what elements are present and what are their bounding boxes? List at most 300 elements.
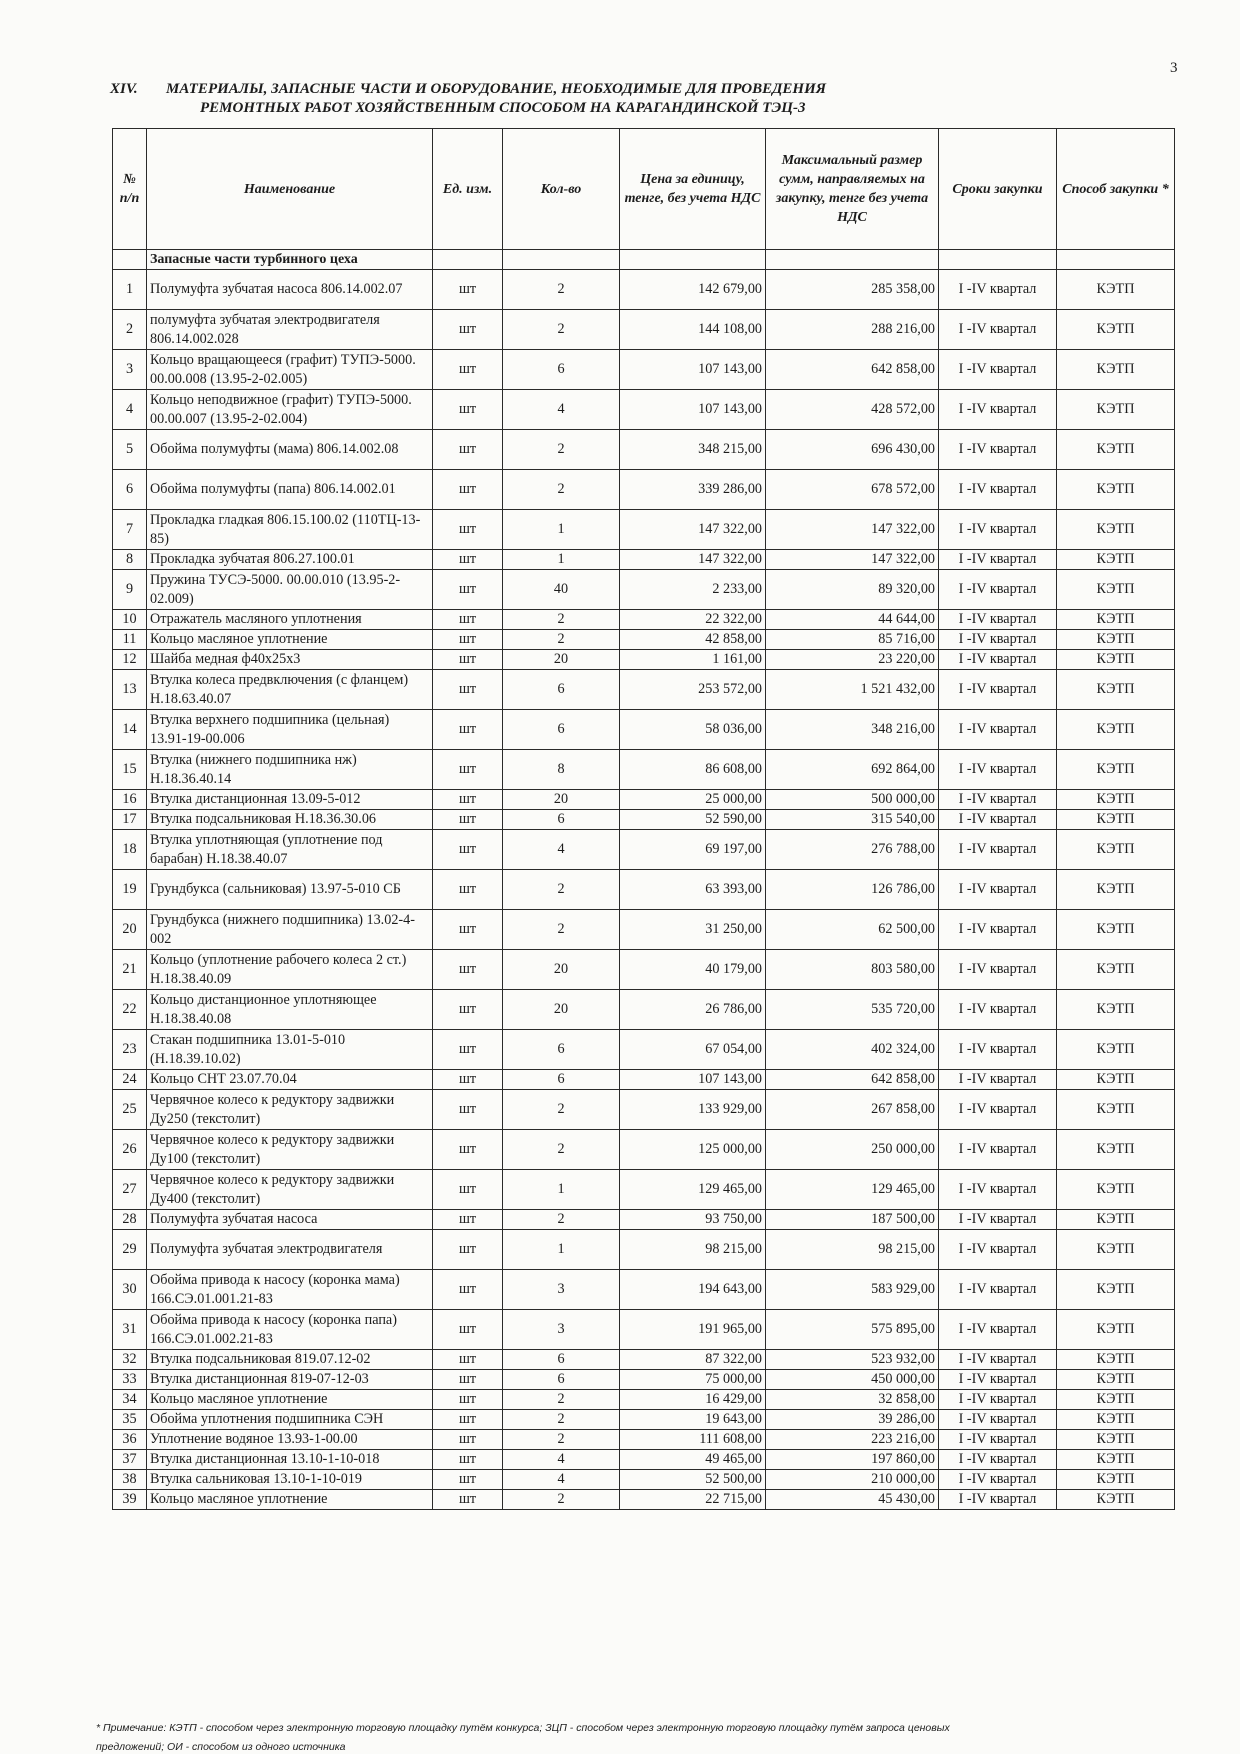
- quantity-cell: 4: [503, 1450, 620, 1470]
- table-row: [113, 950, 1175, 990]
- page-number: 3: [1170, 60, 1178, 76]
- quantity-cell: 2: [503, 270, 620, 310]
- table-row: [113, 390, 1175, 430]
- quantity-cell: 1: [503, 550, 620, 570]
- row-number-cell: 30: [113, 1270, 147, 1310]
- procurement-method-cell: КЭТП: [1057, 1270, 1175, 1310]
- section-cell-empty: [433, 250, 503, 270]
- unit-price-cell: 144 108,00: [620, 310, 766, 350]
- item-name-cell: Пружина ТУСЭ-5000. 00.00.010 (13.95-2-02.009): [147, 570, 433, 610]
- unit-price-cell: 129 465,00: [620, 1170, 766, 1210]
- unit-cell: шт: [433, 910, 503, 950]
- max-sum-cell: 1 521 432,00: [766, 670, 939, 710]
- item-name-cell: полумуфта зубчатая электродвигателя 806.14.002.028: [147, 310, 433, 350]
- document-title: [110, 80, 1010, 118]
- procurement-terms-cell: I -IV квартал: [939, 430, 1057, 470]
- unit-cell: шт: [433, 510, 503, 550]
- procurement-terms-cell: I -IV квартал: [939, 790, 1057, 810]
- item-name-cell: Червячное колесо к редуктору задвижки Ду400 (текстолит): [147, 1170, 433, 1210]
- max-sum-cell: 450 000,00: [766, 1370, 939, 1390]
- procurement-method-cell: КЭТП: [1057, 270, 1175, 310]
- table-row: [113, 670, 1175, 710]
- quantity-cell: 6: [503, 1030, 620, 1070]
- unit-cell: шт: [433, 750, 503, 790]
- row-number-cell: 26: [113, 1130, 147, 1170]
- procurement-method-cell: КЭТП: [1057, 570, 1175, 610]
- section-cell-empty: [766, 250, 939, 270]
- max-sum-cell: 23 220,00: [766, 650, 939, 670]
- max-sum-cell: 197 860,00: [766, 1450, 939, 1470]
- item-name-cell: Втулка подсальниковая 819.07.12-02: [147, 1350, 433, 1370]
- unit-cell: шт: [433, 650, 503, 670]
- table-row: [113, 810, 1175, 830]
- unit-price-cell: 194 643,00: [620, 1270, 766, 1310]
- row-number-cell: 35: [113, 1410, 147, 1430]
- procurement-method-cell: КЭТП: [1057, 510, 1175, 550]
- table-row: [113, 790, 1175, 810]
- row-number-cell: 36: [113, 1430, 147, 1450]
- unit-cell: шт: [433, 430, 503, 470]
- procurement-method-cell: КЭТП: [1057, 1450, 1175, 1470]
- table-row: [113, 830, 1175, 870]
- unit-price-cell: 147 322,00: [620, 510, 766, 550]
- max-sum-cell: 210 000,00: [766, 1470, 939, 1490]
- unit-cell: шт: [433, 1230, 503, 1270]
- title-text-1: МАТЕРИАЛЫ, ЗАПАСНЫЕ ЧАСТИ И ОБОРУДОВАНИЕ, НЕОБХОДИМЫЕ ДЛЯ ПРОВЕДЕНИЯ: [166, 81, 827, 97]
- table-row: [113, 350, 1175, 390]
- procurement-terms-cell: I -IV квартал: [939, 650, 1057, 670]
- unit-price-cell: 191 965,00: [620, 1310, 766, 1350]
- item-name-cell: Кольцо масляное уплотнение: [147, 1490, 433, 1510]
- row-number-cell: 22: [113, 990, 147, 1030]
- procurement-method-cell: КЭТП: [1057, 430, 1175, 470]
- unit-price-cell: 16 429,00: [620, 1390, 766, 1410]
- quantity-cell: 1: [503, 1230, 620, 1270]
- table-row: [113, 1450, 1175, 1470]
- max-sum-cell: 696 430,00: [766, 430, 939, 470]
- max-sum-cell: 500 000,00: [766, 790, 939, 810]
- row-number-cell: 12: [113, 650, 147, 670]
- row-number-cell: 28: [113, 1210, 147, 1230]
- max-sum-cell: 803 580,00: [766, 950, 939, 990]
- unit-price-cell: 147 322,00: [620, 550, 766, 570]
- quantity-cell: 1: [503, 1170, 620, 1210]
- row-number-cell: 7: [113, 510, 147, 550]
- procurement-method-cell: КЭТП: [1057, 1410, 1175, 1430]
- row-number-cell: 11: [113, 630, 147, 650]
- max-sum-cell: 575 895,00: [766, 1310, 939, 1350]
- unit-price-cell: 125 000,00: [620, 1130, 766, 1170]
- quantity-cell: 6: [503, 810, 620, 830]
- unit-price-cell: 22 715,00: [620, 1490, 766, 1510]
- procurement-terms-cell: I -IV квартал: [939, 1490, 1057, 1510]
- table-row: [113, 310, 1175, 350]
- row-number-cell: 32: [113, 1350, 147, 1370]
- procurement-terms-cell: I -IV квартал: [939, 1130, 1057, 1170]
- unit-cell: шт: [433, 550, 503, 570]
- quantity-cell: 4: [503, 390, 620, 430]
- header-num: № п/п: [113, 129, 147, 250]
- quantity-cell: 2: [503, 870, 620, 910]
- item-name-cell: Кольцо дистанционное уплотняющее Н.18.38.40.08: [147, 990, 433, 1030]
- unit-cell: шт: [433, 1410, 503, 1430]
- row-number-cell: 17: [113, 810, 147, 830]
- unit-price-cell: 93 750,00: [620, 1210, 766, 1230]
- item-name-cell: Обойма полумуфты (папа) 806.14.002.01: [147, 470, 433, 510]
- max-sum-cell: 428 572,00: [766, 390, 939, 430]
- row-number-cell: 2: [113, 310, 147, 350]
- procurement-table: [112, 128, 1175, 1510]
- row-number-cell: 34: [113, 1390, 147, 1410]
- procurement-method-cell: КЭТП: [1057, 790, 1175, 810]
- unit-price-cell: 69 197,00: [620, 830, 766, 870]
- footnote-line-2: предложений; ОИ - способом из одного источника: [96, 1741, 346, 1753]
- quantity-cell: 6: [503, 350, 620, 390]
- quantity-cell: 2: [503, 430, 620, 470]
- table-header-row: [113, 129, 1175, 250]
- unit-price-cell: 40 179,00: [620, 950, 766, 990]
- unit-cell: шт: [433, 870, 503, 910]
- procurement-terms-cell: I -IV квартал: [939, 1370, 1057, 1390]
- row-number-cell: 10: [113, 610, 147, 630]
- unit-cell: шт: [433, 570, 503, 610]
- procurement-method-cell: КЭТП: [1057, 1350, 1175, 1370]
- unit-cell: шт: [433, 610, 503, 630]
- section-cell-empty: [1057, 250, 1175, 270]
- max-sum-cell: 692 864,00: [766, 750, 939, 790]
- quantity-cell: 1: [503, 510, 620, 550]
- procurement-terms-cell: I -IV квартал: [939, 910, 1057, 950]
- procurement-method-cell: КЭТП: [1057, 1130, 1175, 1170]
- unit-price-cell: 111 608,00: [620, 1430, 766, 1450]
- quantity-cell: 4: [503, 830, 620, 870]
- quantity-cell: 2: [503, 1490, 620, 1510]
- row-number-cell: 27: [113, 1170, 147, 1210]
- table-row: [113, 1430, 1175, 1450]
- row-number-cell: 31: [113, 1310, 147, 1350]
- quantity-cell: 2: [503, 1430, 620, 1450]
- max-sum-cell: 32 858,00: [766, 1390, 939, 1410]
- item-name-cell: Кольцо масляное уплотнение: [147, 1390, 433, 1410]
- unit-cell: шт: [433, 1090, 503, 1130]
- max-sum-cell: 45 430,00: [766, 1490, 939, 1510]
- procurement-method-cell: КЭТП: [1057, 1310, 1175, 1350]
- item-name-cell: Кольцо СНТ 23.07.70.04: [147, 1070, 433, 1090]
- table-row: [113, 710, 1175, 750]
- section-cell-empty: [503, 250, 620, 270]
- row-number-cell: 6: [113, 470, 147, 510]
- procurement-terms-cell: I -IV квартал: [939, 610, 1057, 630]
- max-sum-cell: 535 720,00: [766, 990, 939, 1030]
- procurement-method-cell: КЭТП: [1057, 1390, 1175, 1410]
- procurement-terms-cell: I -IV квартал: [939, 570, 1057, 610]
- unit-price-cell: 87 322,00: [620, 1350, 766, 1370]
- procurement-terms-cell: I -IV квартал: [939, 1410, 1057, 1430]
- table-row: [113, 430, 1175, 470]
- footnote-line-1: * Примечание: КЭТП - способом через электронную торговую площадку путём конкурса; ЗЦП - способом через электронную торговую площадку путём запроса ценовых: [96, 1722, 950, 1734]
- procurement-method-cell: КЭТП: [1057, 310, 1175, 350]
- max-sum-cell: 642 858,00: [766, 1070, 939, 1090]
- item-name-cell: Обойма привода к насосу (коронка мама) 166.СЭ.01.001.21-83: [147, 1270, 433, 1310]
- procurement-method-cell: КЭТП: [1057, 1430, 1175, 1450]
- quantity-cell: 2: [503, 610, 620, 630]
- unit-cell: шт: [433, 990, 503, 1030]
- unit-cell: шт: [433, 1210, 503, 1230]
- item-name-cell: Прокладка зубчатая 806.27.100.01: [147, 550, 433, 570]
- unit-cell: шт: [433, 1430, 503, 1450]
- procurement-terms-cell: I -IV квартал: [939, 950, 1057, 990]
- quantity-cell: 6: [503, 670, 620, 710]
- table-row: [113, 750, 1175, 790]
- item-name-cell: Прокладка гладкая 806.15.100.02 (110ТЦ-13-85): [147, 510, 433, 550]
- quantity-cell: 6: [503, 710, 620, 750]
- unit-price-cell: 348 215,00: [620, 430, 766, 470]
- unit-price-cell: 49 465,00: [620, 1450, 766, 1470]
- row-number-cell: 21: [113, 950, 147, 990]
- max-sum-cell: 642 858,00: [766, 350, 939, 390]
- unit-price-cell: 31 250,00: [620, 910, 766, 950]
- unit-cell: шт: [433, 390, 503, 430]
- procurement-terms-cell: I -IV квартал: [939, 270, 1057, 310]
- table-row: [113, 570, 1175, 610]
- quantity-cell: 2: [503, 1410, 620, 1430]
- max-sum-cell: 583 929,00: [766, 1270, 939, 1310]
- procurement-method-cell: КЭТП: [1057, 990, 1175, 1030]
- quantity-cell: 6: [503, 1370, 620, 1390]
- max-sum-cell: 678 572,00: [766, 470, 939, 510]
- quantity-cell: 20: [503, 950, 620, 990]
- table-row: [113, 910, 1175, 950]
- unit-cell: шт: [433, 950, 503, 990]
- table-row: [113, 630, 1175, 650]
- unit-cell: шт: [433, 1350, 503, 1370]
- row-number-cell: 18: [113, 830, 147, 870]
- table-row: [113, 610, 1175, 630]
- unit-price-cell: 25 000,00: [620, 790, 766, 810]
- section-row: [113, 250, 1175, 270]
- header-method: Способ закупки *: [1057, 129, 1175, 250]
- item-name-cell: Шайба медная ф40х25х3: [147, 650, 433, 670]
- procurement-terms-cell: I -IV квартал: [939, 810, 1057, 830]
- procurement-terms-cell: I -IV квартал: [939, 350, 1057, 390]
- header-name: Наименование: [147, 129, 433, 250]
- procurement-method-cell: КЭТП: [1057, 670, 1175, 710]
- item-name-cell: Втулка дистанционная 819-07-12-03: [147, 1370, 433, 1390]
- unit-price-cell: 22 322,00: [620, 610, 766, 630]
- procurement-terms-cell: I -IV квартал: [939, 1390, 1057, 1410]
- item-name-cell: Втулка сальниковая 13.10-1-10-019: [147, 1470, 433, 1490]
- quantity-cell: 2: [503, 1390, 620, 1410]
- procurement-terms-cell: I -IV квартал: [939, 830, 1057, 870]
- row-number-cell: 29: [113, 1230, 147, 1270]
- procurement-method-cell: КЭТП: [1057, 1370, 1175, 1390]
- row-number-cell: 5: [113, 430, 147, 470]
- table-row: [113, 870, 1175, 910]
- procurement-method-cell: КЭТП: [1057, 710, 1175, 750]
- unit-cell: шт: [433, 790, 503, 810]
- row-number-cell: 33: [113, 1370, 147, 1390]
- unit-price-cell: 107 143,00: [620, 1070, 766, 1090]
- item-name-cell: Грундбукса (сальниковая) 13.97-5-010 СБ: [147, 870, 433, 910]
- procurement-terms-cell: I -IV квартал: [939, 1470, 1057, 1490]
- procurement-method-cell: КЭТП: [1057, 350, 1175, 390]
- procurement-method-cell: КЭТП: [1057, 650, 1175, 670]
- unit-price-cell: 42 858,00: [620, 630, 766, 650]
- row-number-cell: 16: [113, 790, 147, 810]
- row-number-cell: 23: [113, 1030, 147, 1070]
- unit-price-cell: 98 215,00: [620, 1230, 766, 1270]
- max-sum-cell: 250 000,00: [766, 1130, 939, 1170]
- unit-price-cell: 107 143,00: [620, 390, 766, 430]
- unit-cell: шт: [433, 1310, 503, 1350]
- row-number-cell: 9: [113, 570, 147, 610]
- unit-cell: шт: [433, 710, 503, 750]
- row-number-cell: 24: [113, 1070, 147, 1090]
- row-number-cell: 20: [113, 910, 147, 950]
- max-sum-cell: 348 216,00: [766, 710, 939, 750]
- item-name-cell: Обойма полумуфты (мама) 806.14.002.08: [147, 430, 433, 470]
- table-row: [113, 1390, 1175, 1410]
- max-sum-cell: 315 540,00: [766, 810, 939, 830]
- row-number-cell: 39: [113, 1490, 147, 1510]
- item-name-cell: Втулка колеса предвключения (с фланцем) Н.18.63.40.07: [147, 670, 433, 710]
- header-qty: Кол-во: [503, 129, 620, 250]
- max-sum-cell: 44 644,00: [766, 610, 939, 630]
- unit-cell: шт: [433, 830, 503, 870]
- procurement-terms-cell: I -IV квартал: [939, 990, 1057, 1030]
- procurement-terms-cell: I -IV квартал: [939, 390, 1057, 430]
- procurement-terms-cell: I -IV квартал: [939, 1230, 1057, 1270]
- unit-cell: шт: [433, 1450, 503, 1470]
- max-sum-cell: 85 716,00: [766, 630, 939, 650]
- unit-price-cell: 52 500,00: [620, 1470, 766, 1490]
- unit-price-cell: 52 590,00: [620, 810, 766, 830]
- footnote: [96, 1719, 1196, 1754]
- procurement-terms-cell: I -IV квартал: [939, 1270, 1057, 1310]
- procurement-terms-cell: I -IV квартал: [939, 1170, 1057, 1210]
- row-number-cell: 25: [113, 1090, 147, 1130]
- header-terms: Сроки закупки: [939, 129, 1057, 250]
- table-row: [113, 1070, 1175, 1090]
- max-sum-cell: 98 215,00: [766, 1230, 939, 1270]
- max-sum-cell: 285 358,00: [766, 270, 939, 310]
- procurement-method-cell: КЭТП: [1057, 610, 1175, 630]
- table-row: [113, 1210, 1175, 1230]
- procurement-terms-cell: I -IV квартал: [939, 1430, 1057, 1450]
- max-sum-cell: 62 500,00: [766, 910, 939, 950]
- item-name-cell: Втулка подсальниковая Н.18.36.30.06: [147, 810, 433, 830]
- item-name-cell: Полумуфта зубчатая электродвигателя: [147, 1230, 433, 1270]
- max-sum-cell: 267 858,00: [766, 1090, 939, 1130]
- unit-price-cell: 107 143,00: [620, 350, 766, 390]
- procurement-terms-cell: I -IV квартал: [939, 550, 1057, 570]
- section-cell-empty: [620, 250, 766, 270]
- procurement-method-cell: КЭТП: [1057, 1090, 1175, 1130]
- procurement-method-cell: КЭТП: [1057, 910, 1175, 950]
- table-row: [113, 1370, 1175, 1390]
- table-row: [113, 650, 1175, 670]
- procurement-method-cell: КЭТП: [1057, 1030, 1175, 1070]
- item-name-cell: Уплотнение водяное 13.93-1-00.00: [147, 1430, 433, 1450]
- max-sum-cell: 89 320,00: [766, 570, 939, 610]
- unit-cell: шт: [433, 350, 503, 390]
- item-name-cell: Кольцо вращающееся (графит) ТУПЭ-5000. 00.00.008 (13.95-2-02.005): [147, 350, 433, 390]
- section-title: Запасные части турбинного цеха: [147, 250, 433, 270]
- procurement-terms-cell: I -IV квартал: [939, 870, 1057, 910]
- item-name-cell: Кольцо (уплотнение рабочего колеса 2 ст.) Н.18.38.40.09: [147, 950, 433, 990]
- procurement-terms-cell: I -IV квартал: [939, 1030, 1057, 1070]
- header-price: Цена за единицу, тенге, без учета НДС: [620, 129, 766, 250]
- table-row: [113, 1410, 1175, 1430]
- row-number-cell: 19: [113, 870, 147, 910]
- row-number-cell: 38: [113, 1470, 147, 1490]
- quantity-cell: 3: [503, 1310, 620, 1350]
- unit-cell: шт: [433, 630, 503, 650]
- procurement-method-cell: КЭТП: [1057, 1490, 1175, 1510]
- section-cell-empty: [939, 250, 1057, 270]
- item-name-cell: Кольцо масляное уплотнение: [147, 630, 433, 650]
- unit-price-cell: 63 393,00: [620, 870, 766, 910]
- unit-price-cell: 133 929,00: [620, 1090, 766, 1130]
- procurement-terms-cell: I -IV квартал: [939, 670, 1057, 710]
- procurement-method-cell: КЭТП: [1057, 1070, 1175, 1090]
- item-name-cell: Грундбукса (нижнего подшипника) 13.02-4-002: [147, 910, 433, 950]
- max-sum-cell: 288 216,00: [766, 310, 939, 350]
- row-number-cell: 1: [113, 270, 147, 310]
- unit-price-cell: 75 000,00: [620, 1370, 766, 1390]
- row-number-cell: 14: [113, 710, 147, 750]
- unit-price-cell: 253 572,00: [620, 670, 766, 710]
- table-row: [113, 1350, 1175, 1370]
- quantity-cell: 2: [503, 1090, 620, 1130]
- quantity-cell: 2: [503, 910, 620, 950]
- table-row: [113, 1170, 1175, 1210]
- quantity-cell: 20: [503, 990, 620, 1030]
- item-name-cell: Червячное колесо к редуктору задвижки Ду100 (текстолит): [147, 1130, 433, 1170]
- table-row: [113, 1090, 1175, 1130]
- unit-cell: шт: [433, 470, 503, 510]
- header-max-sum: Максимальный размер сумм, направляемых на закупку, тенге без учета НДС: [766, 129, 939, 250]
- table-row: [113, 270, 1175, 310]
- item-name-cell: Обойма привода к насосу (коронка папа) 166.СЭ.01.002.21-83: [147, 1310, 433, 1350]
- unit-cell: шт: [433, 270, 503, 310]
- unit-price-cell: 19 643,00: [620, 1410, 766, 1430]
- procurement-method-cell: КЭТП: [1057, 550, 1175, 570]
- quantity-cell: 2: [503, 1210, 620, 1230]
- quantity-cell: 2: [503, 310, 620, 350]
- table-row: [113, 1470, 1175, 1490]
- title-line-2: РЕМОНТНЫХ РАБОТ ХОЗЯЙСТВЕННЫМ СПОСОБОМ НА КАРАГАНДИНСКОЙ ТЭЦ-3: [200, 100, 806, 116]
- unit-price-cell: 86 608,00: [620, 750, 766, 790]
- row-number-cell: 3: [113, 350, 147, 390]
- quantity-cell: 6: [503, 1350, 620, 1370]
- quantity-cell: 8: [503, 750, 620, 790]
- unit-price-cell: 67 054,00: [620, 1030, 766, 1070]
- procurement-terms-cell: I -IV квартал: [939, 1450, 1057, 1470]
- item-name-cell: Втулка верхнего подшипника (цельная) 13.91-19-00.006: [147, 710, 433, 750]
- procurement-method-cell: КЭТП: [1057, 870, 1175, 910]
- procurement-method-cell: КЭТП: [1057, 750, 1175, 790]
- procurement-terms-cell: I -IV квартал: [939, 310, 1057, 350]
- max-sum-cell: 39 286,00: [766, 1410, 939, 1430]
- max-sum-cell: 126 786,00: [766, 870, 939, 910]
- table-row: [113, 470, 1175, 510]
- unit-cell: шт: [433, 1170, 503, 1210]
- max-sum-cell: 187 500,00: [766, 1210, 939, 1230]
- max-sum-cell: 223 216,00: [766, 1430, 939, 1450]
- table-body: [113, 250, 1175, 1510]
- table-row: [113, 990, 1175, 1030]
